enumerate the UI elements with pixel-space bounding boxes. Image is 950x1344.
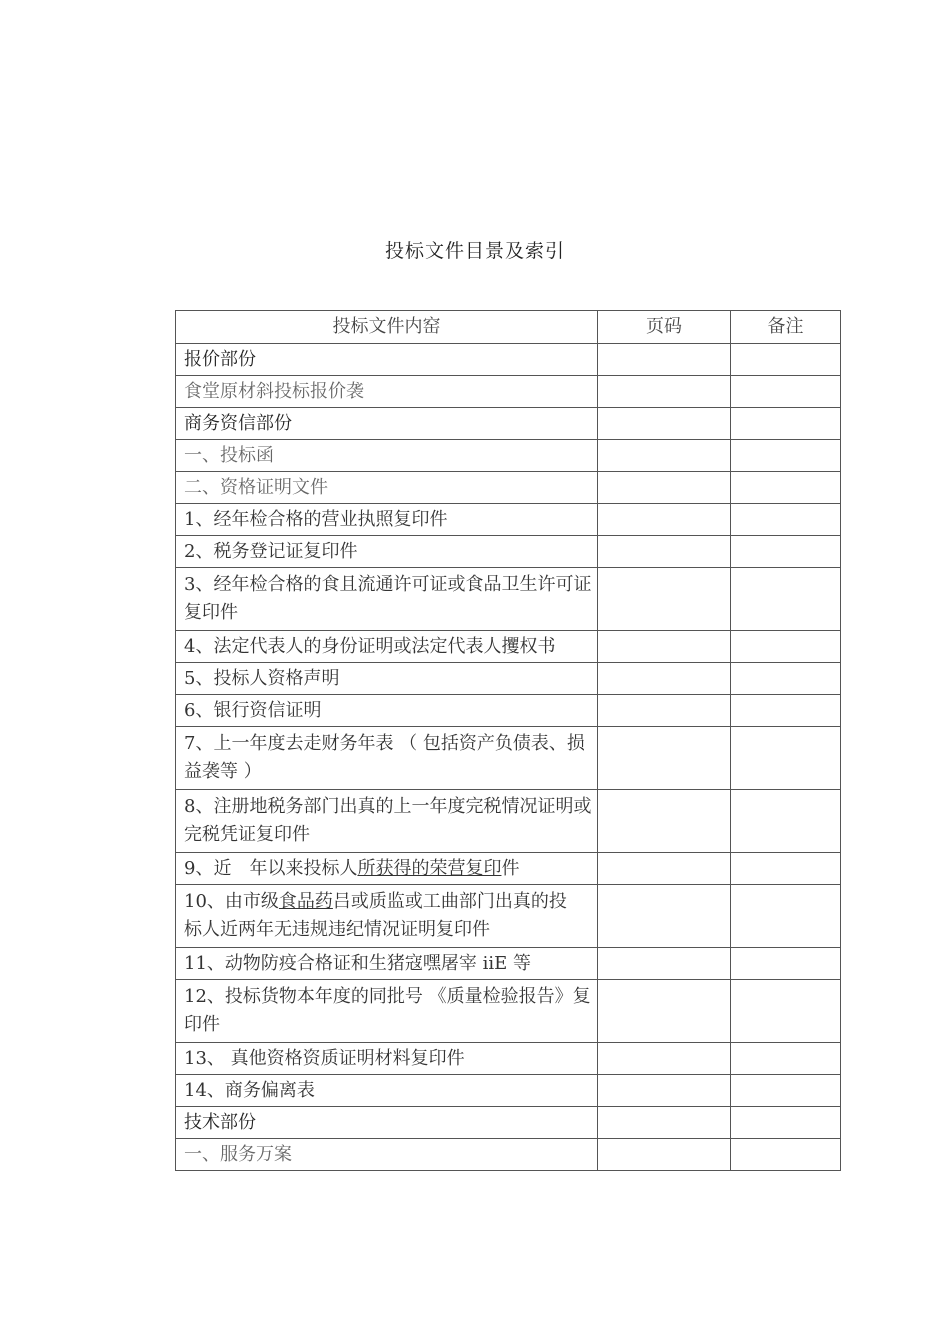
table-row: [176, 980, 841, 1043]
row-note: [731, 853, 841, 885]
row-content: 报价部份: [176, 344, 598, 376]
row-content: 5、投标人资格声明: [176, 663, 598, 695]
table-row: [176, 536, 841, 568]
row-text-suffix: 件: [501, 857, 520, 879]
table-row: [176, 1075, 841, 1107]
table-row: [176, 663, 841, 695]
row-page: [598, 344, 731, 376]
row-page: [598, 1139, 731, 1171]
row-content: 二、资格证明文件: [176, 472, 598, 504]
row-content: 14、商务偏离表: [176, 1075, 598, 1107]
row-content: 1、经年检合格的营业执照复印件: [176, 504, 598, 536]
row-note: [731, 1107, 841, 1139]
row-text-underlined: 食品药: [278, 891, 333, 912]
row-page: [598, 1075, 731, 1107]
table-row: [176, 727, 841, 790]
row-page: [598, 472, 731, 504]
table-row: [176, 504, 841, 536]
row-page: [598, 631, 731, 663]
row-note: [731, 948, 841, 980]
table-row: [176, 885, 841, 948]
row-text-prefix: 9、近 年以来投标人: [184, 857, 358, 879]
row-content: 12、投标货物本年度的同批号 《质量检验报告》复印件: [176, 980, 598, 1043]
table-row: [176, 344, 841, 376]
row-page: [598, 376, 731, 408]
row-note: [731, 472, 841, 504]
row-page: [598, 568, 731, 631]
table-row: [176, 790, 841, 853]
table-header-row: [176, 311, 841, 344]
row-page: [598, 727, 731, 790]
row-note: [731, 344, 841, 376]
row-page: [598, 408, 731, 440]
row-content: 7、上一年度去走财务年表 （ 包括资产负债表、损益袭等 ）: [176, 727, 598, 790]
row-content: 一、服务万案: [176, 1139, 598, 1171]
row-note: [731, 376, 841, 408]
row-page: [598, 853, 731, 885]
row-text-prefix: 10、由市级: [184, 891, 279, 912]
row-page: [598, 790, 731, 853]
row-note: [731, 980, 841, 1043]
table-row: [176, 631, 841, 663]
table-row: [176, 853, 841, 885]
row-content: 3、经年检合格的食且流通许可证或食品卫生许可证复印件: [176, 568, 598, 631]
row-content: 13、 真他资格资质证明材料复印件: [176, 1043, 598, 1075]
table-row: [176, 1139, 841, 1171]
row-note: [731, 885, 841, 948]
table-row: [176, 440, 841, 472]
row-page: [598, 695, 731, 727]
row-note: [731, 1043, 841, 1075]
row-content: [176, 885, 598, 948]
header-note: 备注: [731, 311, 841, 344]
row-page: [598, 663, 731, 695]
table-row: [176, 1043, 841, 1075]
header-content: 投标文件内窑: [176, 311, 598, 344]
table-row: [176, 376, 841, 408]
row-content: 4、法定代表人的身份证明或法定代表人攫权书: [176, 631, 598, 663]
table-row: [176, 568, 841, 631]
row-note: [731, 1075, 841, 1107]
row-page: [598, 980, 731, 1043]
row-content: 6、银行资信证明: [176, 695, 598, 727]
row-page: [598, 1107, 731, 1139]
row-page: [598, 948, 731, 980]
row-content: 2、税务登记证复印件: [176, 536, 598, 568]
row-note: [731, 727, 841, 790]
row-note: [731, 408, 841, 440]
row-page: [598, 1043, 731, 1075]
row-content: 11、动物防疫合格证和生猪寇嘿屠宰 iiE 等: [176, 948, 598, 980]
row-text-underlined: 所获得的荣营复印: [357, 857, 502, 879]
row-note: [731, 536, 841, 568]
row-content: 8、注册地税务部门出真的上一年度完税情况证明或完税凭证复印件: [176, 790, 598, 853]
index-table: [175, 310, 841, 1171]
row-note: [731, 631, 841, 663]
table-row: [176, 1107, 841, 1139]
row-page: [598, 536, 731, 568]
row-note: [731, 568, 841, 631]
document-title: 投标文件目景及索引: [384, 240, 565, 262]
row-content: 食堂原材斜投标报价袭: [176, 376, 598, 408]
table-row: [176, 472, 841, 504]
row-note: [731, 695, 841, 727]
table-row: [176, 408, 841, 440]
row-note: [731, 1139, 841, 1171]
row-page: [598, 440, 731, 472]
row-note: [731, 790, 841, 853]
table-row: [176, 948, 841, 980]
table-row: [176, 695, 841, 727]
row-page: [598, 885, 731, 948]
row-note: [731, 663, 841, 695]
row-content: 技术部份: [176, 1107, 598, 1139]
header-page: 页码: [598, 311, 731, 344]
row-note: [731, 440, 841, 472]
row-note: [731, 504, 841, 536]
row-content: 商务资信部份: [176, 408, 598, 440]
row-content: 一、投标函: [176, 440, 598, 472]
row-page: [598, 504, 731, 536]
row-text-suffix: 吕或质监或工曲部门出真的投 标人近两年无违规违纪情况证明复印件: [184, 891, 585, 940]
row-content: [176, 853, 598, 885]
